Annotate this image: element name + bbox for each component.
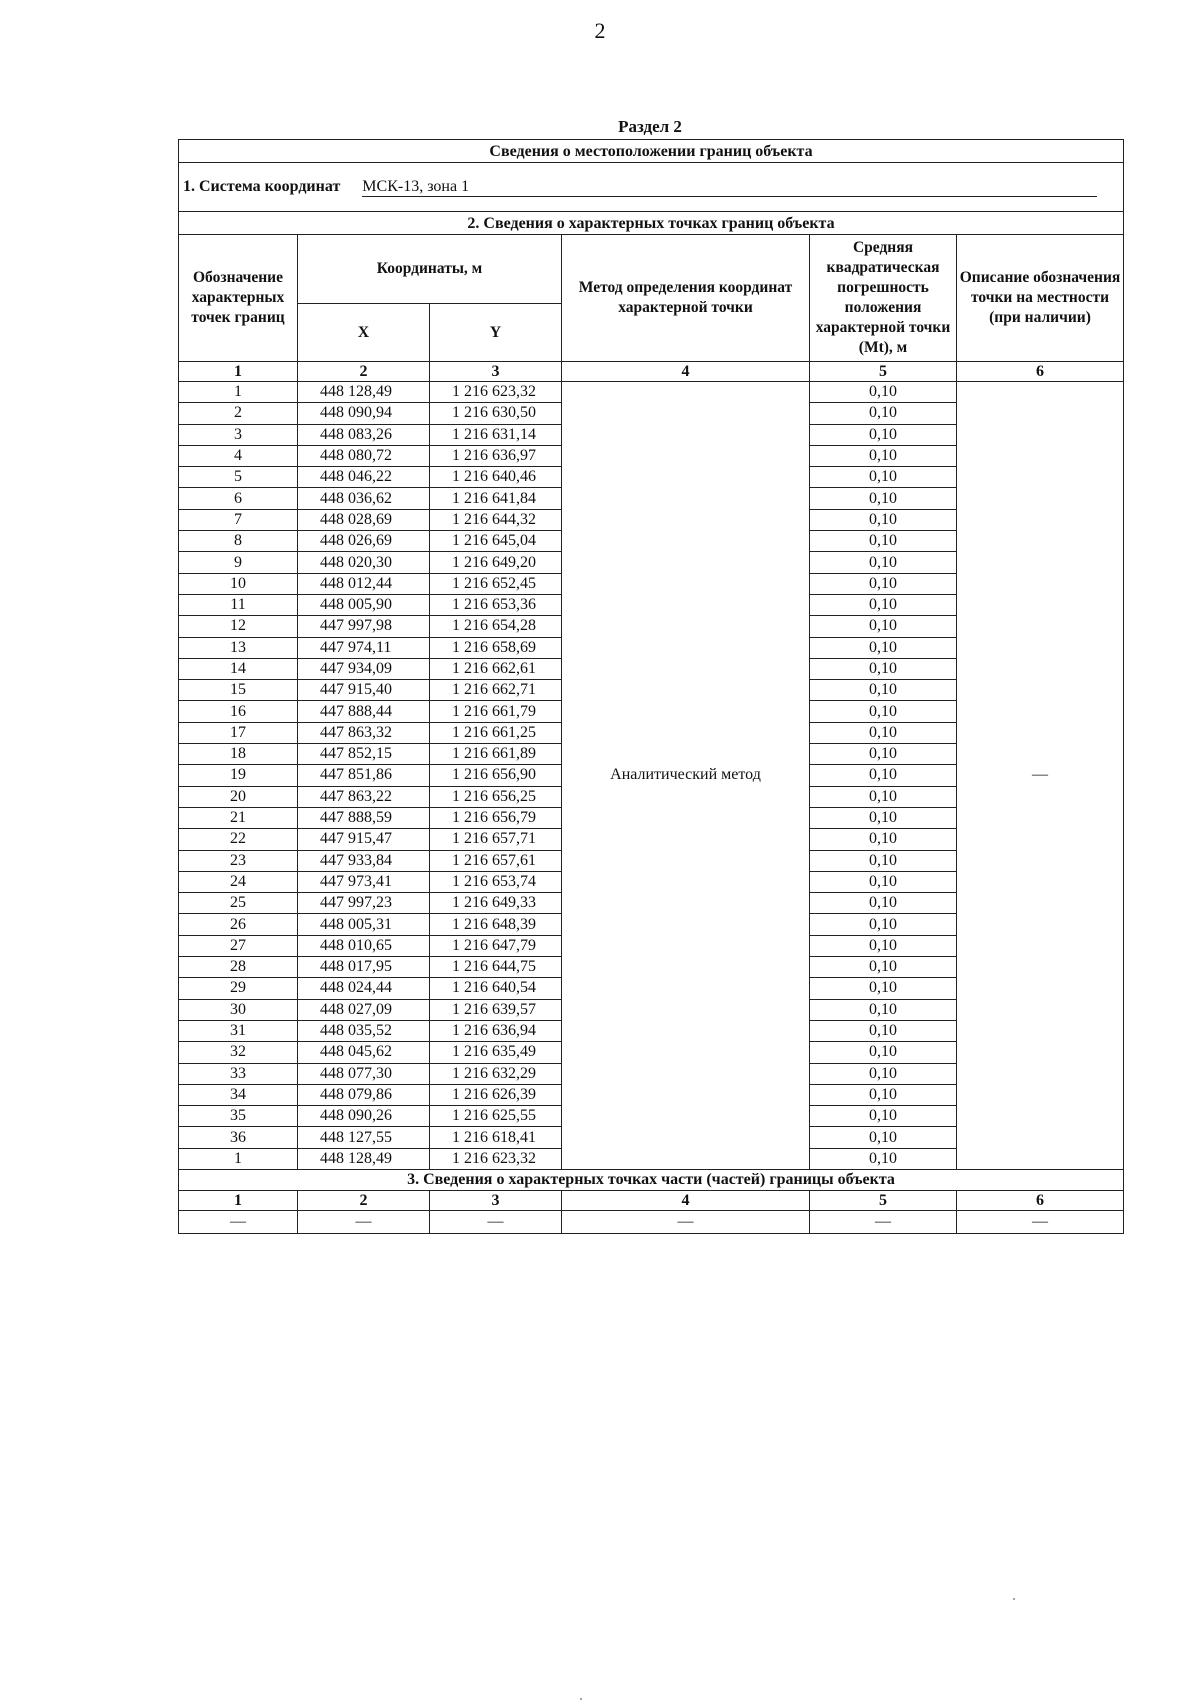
coord-y: 1 216 656,25: [430, 786, 562, 807]
coord-x: 447 851,86: [298, 765, 430, 786]
coord-x: 448 024,44: [298, 978, 430, 999]
point-number: 31: [179, 1020, 298, 1041]
coord-y: 1 216 657,61: [430, 850, 562, 871]
boundary-table-frame: [178, 139, 1123, 1234]
point-number: 1: [179, 1148, 298, 1169]
section-title: Раздел 2: [618, 117, 682, 136]
coord-y: 1 216 636,94: [430, 1020, 562, 1041]
point-number: 24: [179, 871, 298, 892]
coord-y: 1 216 662,61: [430, 658, 562, 679]
coord-y: 1 216 631,14: [430, 424, 562, 445]
point-number: 26: [179, 914, 298, 935]
coord-x: 448 090,26: [298, 1106, 430, 1127]
coord-x: 448 077,30: [298, 1063, 430, 1084]
point-number: 19: [179, 765, 298, 786]
coord-y: 1 216 625,55: [430, 1106, 562, 1127]
mt-value: 0,10: [810, 637, 957, 658]
point-number: 17: [179, 722, 298, 743]
point-number: 33: [179, 1063, 298, 1084]
coord-x: 447 997,98: [298, 616, 430, 637]
mt-value: 0,10: [810, 445, 957, 466]
mt-value: 0,10: [810, 403, 957, 424]
point-number: 4: [179, 445, 298, 466]
point-number: 1: [179, 382, 298, 403]
point-number: 18: [179, 744, 298, 765]
mt-value: 0,10: [810, 935, 957, 956]
coord-x: 448 036,62: [298, 488, 430, 509]
mt-value: 0,10: [810, 467, 957, 488]
mt-value: 0,10: [810, 658, 957, 679]
coord-y: 1 216 641,84: [430, 488, 562, 509]
coord-y: 1 216 635,49: [430, 1042, 562, 1063]
mt-value: 0,10: [810, 765, 957, 786]
coord-x: 447 888,44: [298, 701, 430, 722]
mt-value: 0,10: [810, 1084, 957, 1105]
coord-x: 447 915,47: [298, 829, 430, 850]
point-number: 15: [179, 680, 298, 701]
point-number: 7: [179, 509, 298, 530]
header-description: Описание обозначения точки на местности (при наличии): [957, 235, 1124, 362]
coord-y: 1 216 618,41: [430, 1127, 562, 1148]
coord-y: 1 216 640,54: [430, 978, 562, 999]
coord-y: 1 216 649,33: [430, 893, 562, 914]
point-number: 21: [179, 807, 298, 828]
coord-x: 448 005,90: [298, 594, 430, 615]
mt-value: 0,10: [810, 957, 957, 978]
mt-value: 0,10: [810, 829, 957, 850]
coord-system-cell: [179, 163, 1124, 212]
coord-y: 1 216 647,79: [430, 935, 562, 956]
point-number: 29: [179, 978, 298, 999]
mt-value: 0,10: [810, 680, 957, 701]
mt-value: 0,10: [810, 1042, 957, 1063]
mt-value: 0,10: [810, 1127, 957, 1148]
method-cell: Аналитический метод: [562, 382, 810, 1170]
point-number: 23: [179, 850, 298, 871]
coord-y: 1 216 653,36: [430, 594, 562, 615]
header-y: Y: [430, 304, 562, 362]
coord-x: 448 045,62: [298, 1042, 430, 1063]
coord-y: 1 216 623,32: [430, 1148, 562, 1169]
coord-y: 1 216 630,50: [430, 403, 562, 424]
coord-y: 1 216 653,74: [430, 871, 562, 892]
coord-x: 448 026,69: [298, 531, 430, 552]
coord-y: 1 216 656,79: [430, 807, 562, 828]
point-number: 20: [179, 786, 298, 807]
column-number: 4: [562, 362, 810, 382]
point-number: 34: [179, 1084, 298, 1105]
mt-value: 0,10: [810, 424, 957, 445]
point-number: 2: [179, 403, 298, 424]
mt-value: 0,10: [810, 701, 957, 722]
mt-value: 0,10: [810, 531, 957, 552]
coord-x: 447 973,41: [298, 871, 430, 892]
mt-value: 0,10: [810, 871, 957, 892]
mt-value: 0,10: [810, 552, 957, 573]
coord-x: 448 083,26: [298, 424, 430, 445]
mt-value: 0,10: [810, 722, 957, 743]
parts-empty-cell: —: [562, 1210, 810, 1233]
coord-x: 447 934,09: [298, 658, 430, 679]
mt-value: 0,10: [810, 893, 957, 914]
point-number: 30: [179, 999, 298, 1020]
header-designation: Обозначение характерных точек границ: [179, 235, 298, 362]
coord-x: 448 080,72: [298, 445, 430, 466]
point-number: 6: [179, 488, 298, 509]
coord-y: 1 216 658,69: [430, 637, 562, 658]
mt-value: 0,10: [810, 382, 957, 403]
coord-x: 447 915,40: [298, 680, 430, 701]
header-coordinates: Координаты, м: [298, 235, 562, 304]
parts-column-number: 2: [298, 1190, 430, 1210]
point-number: 14: [179, 658, 298, 679]
mt-value: 0,10: [810, 999, 957, 1020]
parts-empty-cell: —: [298, 1210, 430, 1233]
coord-y: 1 216 623,32: [430, 382, 562, 403]
coord-x: 447 852,15: [298, 744, 430, 765]
coord-y: 1 216 661,89: [430, 744, 562, 765]
coord-system-label: 1. Система координат: [183, 178, 341, 195]
coord-x: 448 127,55: [298, 1127, 430, 1148]
point-number: 3: [179, 424, 298, 445]
mt-value: 0,10: [810, 1063, 957, 1084]
coord-y: 1 216 662,71: [430, 680, 562, 701]
mt-value: 0,10: [810, 850, 957, 871]
point-number: 28: [179, 957, 298, 978]
parts-section-title: 3. Сведения о характерных точках части (частей) границы объекта: [179, 1169, 1124, 1190]
coord-y: 1 216 644,32: [430, 509, 562, 530]
column-number: 2: [298, 362, 430, 382]
scan-speck: [580, 1698, 582, 1700]
coord-y: 1 216 656,90: [430, 765, 562, 786]
mt-value: 0,10: [810, 616, 957, 637]
coord-x: 448 005,31: [298, 914, 430, 935]
coord-y: 1 216 657,71: [430, 829, 562, 850]
coord-y: 1 216 626,39: [430, 1084, 562, 1105]
parts-column-number: 3: [430, 1190, 562, 1210]
coord-y: 1 216 636,97: [430, 445, 562, 466]
parts-empty-cell: —: [810, 1210, 957, 1233]
coord-x: 448 046,22: [298, 467, 430, 488]
mt-value: 0,10: [810, 1106, 957, 1127]
header-error: Средняя квадратическая погрешность положения характерной точки (Mt), м: [810, 235, 957, 362]
scan-speck: [1013, 1598, 1015, 1600]
point-number: 27: [179, 935, 298, 956]
coord-x: 447 888,59: [298, 807, 430, 828]
column-number: 6: [957, 362, 1124, 382]
mt-value: 0,10: [810, 786, 957, 807]
points-section-title: 2. Сведения о характерных точках границ объекта: [179, 212, 1124, 235]
column-number: 3: [430, 362, 562, 382]
mt-value: 0,10: [810, 744, 957, 765]
coord-x: 447 863,22: [298, 786, 430, 807]
mt-value: 0,10: [810, 914, 957, 935]
coord-y: 1 216 648,39: [430, 914, 562, 935]
coord-x: 448 090,94: [298, 403, 430, 424]
page-number: 2: [594, 18, 606, 43]
parts-column-number: 4: [562, 1190, 810, 1210]
coord-y: 1 216 644,75: [430, 957, 562, 978]
coord-x: 447 933,84: [298, 850, 430, 871]
coord-y: 1 216 661,79: [430, 701, 562, 722]
coord-y: 1 216 649,20: [430, 552, 562, 573]
coord-x: 448 035,52: [298, 1020, 430, 1041]
coord-y: 1 216 654,28: [430, 616, 562, 637]
coord-y: 1 216 652,45: [430, 573, 562, 594]
coord-x: 448 028,69: [298, 509, 430, 530]
point-number: 36: [179, 1127, 298, 1148]
mt-value: 0,10: [810, 594, 957, 615]
block-title: Сведения о местоположении границ объекта: [179, 140, 1124, 163]
coord-x: 448 017,95: [298, 957, 430, 978]
point-number: 10: [179, 573, 298, 594]
point-number: 12: [179, 616, 298, 637]
mt-value: 0,10: [810, 978, 957, 999]
point-number: 25: [179, 893, 298, 914]
mt-value: 0,10: [810, 488, 957, 509]
point-number: 35: [179, 1106, 298, 1127]
mt-value: 0,10: [810, 573, 957, 594]
coord-x: 448 128,49: [298, 382, 430, 403]
coord-x: 448 010,65: [298, 935, 430, 956]
coord-y: 1 216 640,46: [430, 467, 562, 488]
mt-value: 0,10: [810, 1020, 957, 1041]
point-number: 13: [179, 637, 298, 658]
coord-x: 448 079,86: [298, 1084, 430, 1105]
parts-empty-cell: —: [957, 1210, 1124, 1233]
point-number: 5: [179, 467, 298, 488]
parts-column-number: 1: [179, 1190, 298, 1210]
coord-y: 1 216 632,29: [430, 1063, 562, 1084]
mt-value: 0,10: [810, 509, 957, 530]
description-cell: —: [957, 382, 1124, 1170]
mt-value: 0,10: [810, 1148, 957, 1169]
coord-y: 1 216 661,25: [430, 722, 562, 743]
point-number: 8: [179, 531, 298, 552]
parts-column-number: 5: [810, 1190, 957, 1210]
coord-y: 1 216 639,57: [430, 999, 562, 1020]
point-number: 32: [179, 1042, 298, 1063]
coord-x: 448 128,49: [298, 1148, 430, 1169]
coord-x: 448 020,30: [298, 552, 430, 573]
parts-empty-cell: —: [179, 1210, 298, 1233]
column-number: 1: [179, 362, 298, 382]
point-number: 22: [179, 829, 298, 850]
point-number: 11: [179, 594, 298, 615]
boundary-table: [178, 139, 1124, 1234]
header-x: X: [298, 304, 430, 362]
parts-empty-cell: —: [430, 1210, 562, 1233]
point-number: 16: [179, 701, 298, 722]
table-row: [179, 382, 1124, 403]
coord-x: 447 997,23: [298, 893, 430, 914]
coord-y: 1 216 645,04: [430, 531, 562, 552]
column-number: 5: [810, 362, 957, 382]
coord-x: 448 012,44: [298, 573, 430, 594]
coord-system-value: МСК-13, зона 1: [362, 177, 1097, 197]
coord-x: 447 974,11: [298, 637, 430, 658]
parts-column-number: 6: [957, 1190, 1124, 1210]
coord-x: 448 027,09: [298, 999, 430, 1020]
mt-value: 0,10: [810, 807, 957, 828]
coord-x: 447 863,32: [298, 722, 430, 743]
header-method: Метод определения координат характерной точки: [562, 235, 810, 362]
point-number: 9: [179, 552, 298, 573]
